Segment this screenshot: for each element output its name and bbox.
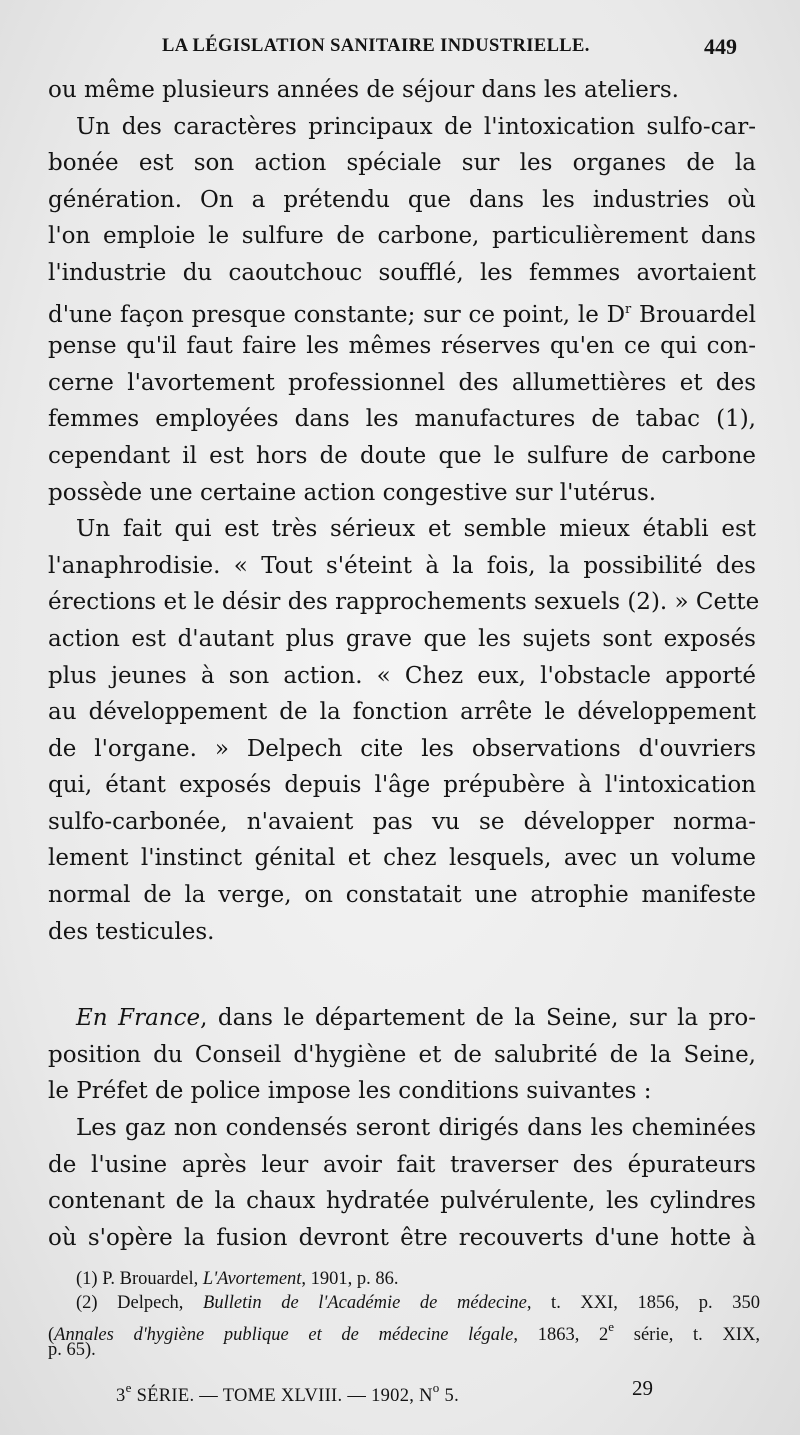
paragraph-line: érections et le désir des rapprochements sexuels (2). » Cette [48,589,760,616]
line-text: Brouardel [631,301,756,328]
footnote-text: série, t. XIX, [614,1325,761,1345]
paragraph-line: lement l'instinct génital et chez lesquels, avec un volume [48,845,756,872]
superscript: o [432,1380,440,1395]
series-info [116,1380,459,1407]
footnote-text: (2) Delpech, [76,1292,204,1313]
footnote-1 [48,1268,760,1292]
page-number: 449 [704,34,737,59]
line-text: , dans le département de la Seine, sur la pro- [200,1005,756,1032]
paragraph-line: où s'opère la fusion devront être recouverts d'une hotte à [48,1224,756,1251]
footnote-text: , 1901, p. 86. [301,1269,399,1289]
signature-line [0,1376,800,1406]
paragraph-line: l'industrie du caoutchouc soufflé, les femmes avortaient [48,259,756,286]
paragraph-line: sulfo-carbonée, n'avaient pas vu se développer norma- [48,808,756,835]
issue-number: 5. [439,1386,460,1406]
paragraph-line: ou même plusieurs années de séjour dans les ateliers. [48,77,679,103]
paragraph-line: Un fait qui est très sérieux et semble mieux établi est [76,516,756,543]
paragraph-line: femmes employées dans les manufactures de tabac (1), [48,406,756,433]
footnote-text: ( [48,1325,55,1345]
footnote-title: L'Avortement [202,1269,302,1289]
footnote-title: Bulletin de l'Académie de médecine [203,1292,527,1313]
line-text: d'une façon presque constante; sur ce point, le D [48,301,626,328]
superscript: e [608,1319,615,1334]
paragraph-line [48,292,756,329]
superscript: e [125,1380,132,1395]
paragraph-line: possède une certaine action congestive sur l'utérus. [48,479,657,506]
paragraph-line: l'anaphrodisie. « Tout s'éteint à la fois, la possibilité des [48,552,756,579]
paragraph-gap [48,950,756,1000]
footnote-title: Annales d'hygiène publique et de médecine légale [54,1325,514,1345]
footnote-2-end: p. 65). [48,1339,96,1360]
paragraph-line: plus jeunes à son action. « Chez eux, l'obstacle apporté [48,662,756,689]
paragraph-line: pense qu'il faut faire les mêmes réserves qu'en ce qui con- [48,333,756,360]
series-number: 3 [116,1386,126,1406]
footnote-text: (1) P. Brouardel, [76,1269,203,1289]
footnote-2 [48,1292,760,1316]
paragraph-line: cerne l'avortement professionnel des allumettières et des [48,369,756,396]
footnote-text: , 1863, 2 [513,1325,609,1345]
paragraph-line: Les gaz non condensés seront dirigés dans les cheminées [76,1115,756,1142]
footnote-2-continued [48,1315,761,1345]
series-text: SÉRIE. — TOME XLVIII. — 1902, N [131,1386,433,1406]
paragraph-line: de l'organe. » Delpech cite les observations d'ouvriers [48,735,756,762]
body-text [48,72,760,1256]
paragraph-line: le Préfet de police impose les conditions suivantes : [48,1078,652,1105]
paragraph-line: normal de la verge, on constatait une atrophie manifeste [48,882,756,909]
footnotes [48,1268,760,1362]
paragraph-line: des testicules. [48,918,215,945]
paragraph-line: position du Conseil d'hygiène et de salubrité de la Seine, [48,1041,756,1068]
running-head-title: LA LÉGISLATION SANITAIRE INDUSTRIELLE. [162,36,590,56]
paragraph-line: de l'usine après leur avoir fait traverser des épurateurs [48,1151,756,1178]
paragraph-line: bonée est son action spéciale sur les organes de la [48,150,756,177]
paragraph-line: l'on emploie le sulfure de carbone, particulièrement dans [48,223,756,250]
paragraph-line: cependant il est hors de doute que le sulfure de carbone [48,442,756,469]
paragraph-line [48,1000,756,1037]
italic-term: En France [76,1005,201,1032]
paragraph-line: génération. On a prétendu que dans les industries où [48,186,756,213]
paragraph-line: Un des caractères principaux de l'intoxication sulfo-car- [76,113,756,140]
paragraph-line: action est d'autant plus grave que les sujets sont exposés [48,625,756,652]
footnote-text: , t. XXI, 1856, p. 350 [526,1292,760,1313]
paragraph-line: au développement de la fonction arrête le développement [48,699,756,726]
sheet-number: 29 [632,1376,653,1400]
running-head [0,34,800,64]
paragraph-line: contenant de la chaux hydratée pulvérulente, les cylindres [48,1188,756,1215]
superscript: r [625,301,632,317]
paragraph-line: qui, étant exposés depuis l'âge prépubère à l'intoxication [48,772,756,799]
